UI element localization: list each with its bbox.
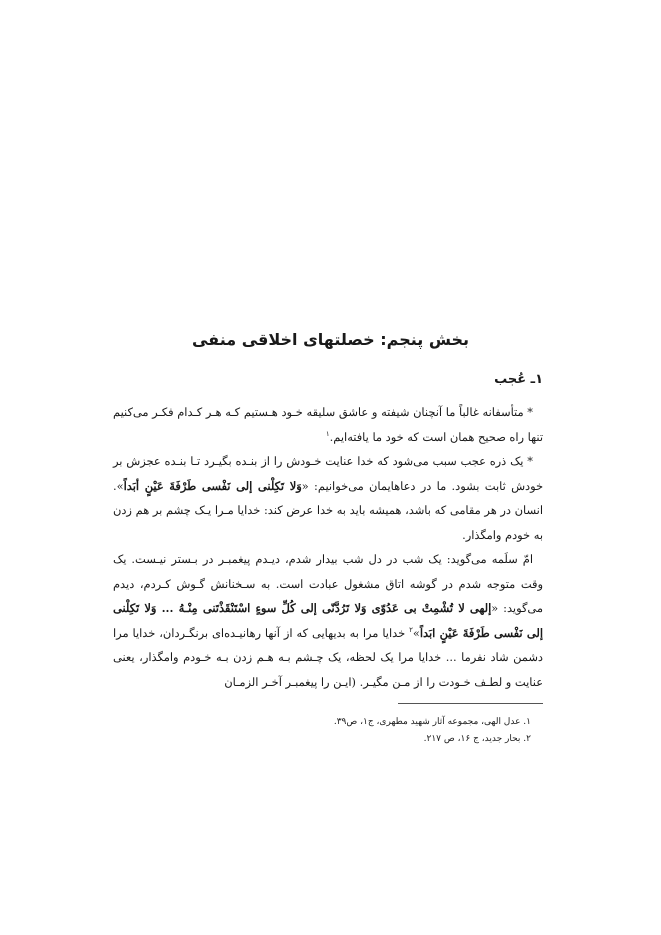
subheading: ۱ـ عُجب xyxy=(494,372,543,387)
paragraph-2-arabic-quote: وَلا تَکِلْنی إلی نَفْسی طَرْفَةَ عَیْنٍ أبَداً xyxy=(123,478,302,493)
footnote-divider xyxy=(398,703,543,704)
footnote-2: ۲. بحار جدید، ج ۱۶، ص ۲۱۷. xyxy=(423,734,531,744)
paragraph-2-text-after: ». انسان در هر مقامی که باشد، همیشه باید به خدا عرض کند: خدایا مـرا یـک چشم بر هم زدن به خودم وامگذار. xyxy=(113,478,543,542)
section-title: بخش پنجم: خصلتهای اخلاقی منفی xyxy=(191,330,469,349)
paragraph-1 xyxy=(113,400,543,449)
body-text xyxy=(113,400,543,694)
footnote-ref-1: ۱ xyxy=(325,429,330,438)
paragraph-1-text: * متأسفانه غالباً ما آنچنان شیفته و عاشق سلیقه خـود هـستیم کـه هـر کـدام فکـر می‌کنیم تنها راه صحیح همان است که خود ما یافته‌ایم. xyxy=(113,405,543,444)
footnote-1: ۱. عدل الهی، مجموعه آثار شهید مطهری، ج۱، ص۳۹. xyxy=(333,717,531,727)
paragraph-3: امّ سلَمه می‌گوید: یک شب در دل شب بیدار شدم، دیـدم پیغمبـر در بـستر نیـست. یک وقت متوجه شدم در گوشه اتاق مشغول عبادت است. به سـخنانش گـوش کـردم، دیدم می‌گوید: «إلهی لا تُشْمِتْ بی عَدُوّی وَلا تَرُدَّنّی إلی کُلِّ سوءٍ اسْتَنْقَذْتَنی مِنْـهُ ... وَلا تَکِلْنی إلی نَفْسی طَرْفَةَ عَیْنٍ ابَداً»$^۲$ خدایا مرا به بدیهایی که از آنها رهانیـده‌ای برنگـردان، خدایا مرا دشمن شاد نفرما ... خدایا مرا یک لحظه، یک چـشم بـه هـم زدن بـه خـودم وامگذار، یعنی عنایت و لطـف خـودت را از مـن مگیـر. (ایـن را پیغمبـر آخـر الزمـان xyxy=(113,552,543,689)
footnotes xyxy=(113,714,543,748)
paragraph-2 xyxy=(113,449,543,547)
paragraph-3-text-before: امّ سلَمه می‌گوید: یک شب در دل شب بیدار شدم، دیـدم پیغمبـر در بـستر نیـست. یک وقت متوجه شدم در گوشه اتاق مشغول عبادت است. به سـخنانش گـوش کـردم، دیدم می‌گوید: « xyxy=(113,552,543,615)
paragraph-3-arabic-quote: إلهی لا تُشْمِتْ بی عَدُوّی وَلا تَرُدَّنّی إلی کُلِّ سوءٍ اسْتَنْقَذْتَنی مِنْـهُ ... وَلا تَکِلْنی إلی نَفْسی طَرْفَةَ عَیْنٍ ابَداً xyxy=(113,601,543,640)
paragraph-2-text-before: * یک ذره عجب سبب می‌شود که خدا عنایت خـودش را از بنـده بگیـرد تـا بنـده عجزش بر خودش ثابت بشود. ما در دعاهایمان می‌خوانیم: « xyxy=(113,454,543,493)
footnote-ref-2: ۲ xyxy=(409,625,413,634)
paragraph-3-text-after: خدایا مرا به بدیهایی که از آنها رهانیـده‌ای برنگـردان، خدایا مرا دشمن شاد نفرما ... خدایا مرا یک لحظه، یک چـشم بـه هـم زدن بـه خـودم وامگذار، یعنی عنایت و لطـف خـودت را از مـن مگیـر. (ایـن را پیغمبـر آخـر الزمـان xyxy=(113,625,543,689)
